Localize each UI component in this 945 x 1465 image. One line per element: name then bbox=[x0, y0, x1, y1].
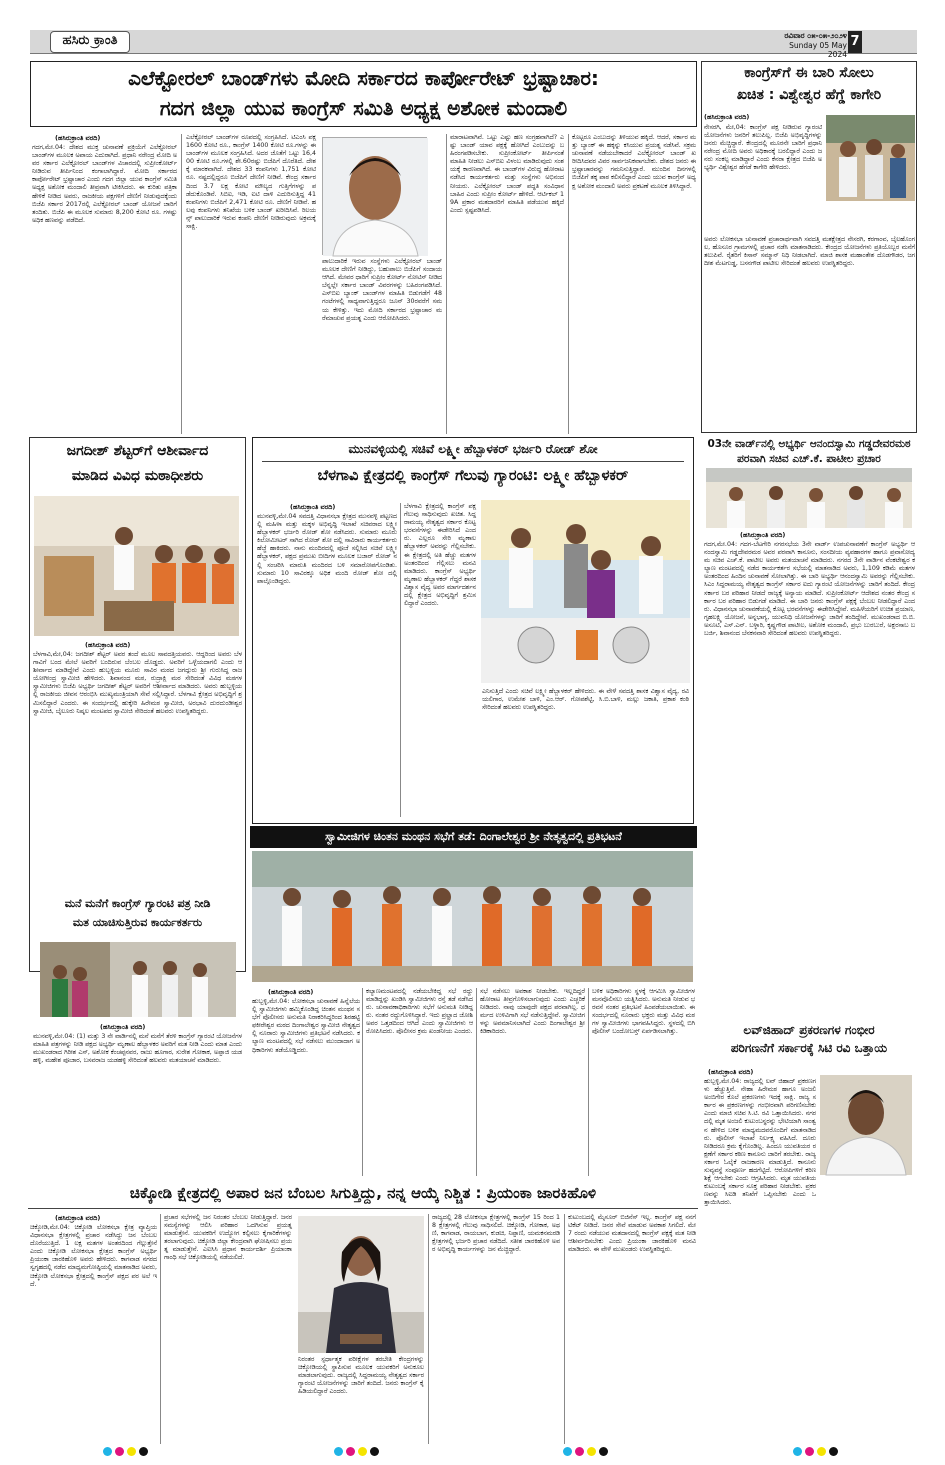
rule bbox=[28, 1208, 698, 1209]
registration-dot bbox=[115, 1447, 124, 1456]
rule bbox=[362, 988, 363, 1176]
left-low-headline-line1: ಮನೆ ಮನೆಗೆ ಕಾಂಗ್ರೆಸ್ ಗ್ಯಾರಂಟಿ ಪತ್ರ ನೀಡಿ bbox=[64, 897, 211, 910]
rule bbox=[160, 1214, 161, 1444]
right-top-body-top: ನೇಸರಗಿ, ಮೇ,04: ಕಾಂಗ್ರೆಸ್ ಪಕ್ಷ ನೀಡಿರುವ ಗ್ಯಾರಂಟಿ ಯೋಜನೆಗಳು ಜನರಿಗೆ ತಲುಪಿಲ್ಲ. ಬಿಜೆಪಿ ಅಭಿವೃದ್ಧಿಗಳನ್ನು ಜನರು ಮೆಚ್ಚಿದ್ದಾರೆ. ಕೇಂದ್ರದಲ್ಲಿ ಮೂರನೇ ಬಾರಿಗೆ ಪ್ರಧಾನಿ ನರೇಂದ್ರ ಮೋದಿ ಅವರು ಅಧಿಕಾರಕ್ಕೆ ಬರಲಿದ್ದಾರೆ ಎಂದು ಜನರು ಸಂಕಲ್ಪ ಮಾಡಿದ್ದಾರೆ ಎಂದು ಕೆನರಾ ಕ್ಷೇತ್ರದ ಬಿಜೆಪಿ ಅಭ್ಯರ್ಥಿ ವಿಶ್ವೇಶ್ವರ ಹೆಗಡೆ ಕಾಗೇರಿ ಹೇಳಿದರು. bbox=[704, 124, 822, 172]
page-number: 7 bbox=[848, 31, 862, 53]
left-mid-dateline: (ಹಸಿರುಕ್ರಾಂತಿ ವರದಿ) bbox=[85, 641, 131, 649]
left-mid-headline-line1: ಜಗದೀಶ್ ಶೆಟ್ಟರ್‌ಗೆ ಆಶೀರ್ವಾದ bbox=[66, 443, 209, 459]
left-low-body: ಮುನವಳ್ಳಿ,ಮೇ.04: (1) ಮತ್ತು 3 ನೇ ವಾರ್ಡಿನಲ್ಲಿ ಮನೆ ಮನೆಗೆ ತೆರಳಿ ಕಾಂಗ್ರೆಸ್ ಗ್ಯಾರಂಟಿ ಯೋಜನೆಗಳ ಮಾಹಿತಿ ಪತ್ರಗಳನ್ನು ನೀಡಿ ಪಕ್ಷದ ಅಭ್ಯರ್ಥಿ ಮೃಣಾಲ ಹೆಬ್ಬಾಳಕರ ಅವರಿಗೆ ಮತ ನೀಡಿ ಎಂದು ಮಾತ ಎಂದು ಮುಖಂಡರಾದ ಗಿರೀಶ ಎಸ್, ಅಶೋಕ ಕೆಂಚಪ್ಪನವರ, ರಾಜು ಹೂಗಾರ, ಸುರೇಶ ಗೋಕಾಕ, ಅಪ್ಪಾಜಿ ಯಡಹಳ್ಳಿ, ಮಹೇಶ ಪೂಜಾರ, ಬಸವರಾಜ ಯಡಹಳ್ಳಿ ಸೇರಿದಂತೆ ಹಲವರು ಮತಯಾಚನೆ ಮಾಡಿದರು. bbox=[33, 1033, 242, 1065]
registration-dot bbox=[127, 1447, 136, 1456]
right-bottom-headline-line2: ಪರಿಗಣನೆಗೆ ಸರ್ಕಾರಕ್ಕೆ ಸಿಟಿ ರವಿ ಒತ್ತಾಯ bbox=[730, 1041, 888, 1055]
registration-dot bbox=[587, 1447, 596, 1456]
swamiji-col1: ಹುಬ್ಬಳ್ಳಿ,ಮೇ.04: ಲೋಕಸಭಾ ಚುನಾವಣೆ ಹಿನ್ನೆಲೆಯಲ್ಲಿ ಸ್ವಾಮೀಜಿಗಳು ಹಮ್ಮಿಕೊಂಡಿದ್ದ ಚಿಂತನ ಮಂಥನ ಸಭೆಗೆ ಪೊಲೀಸರು ಅನುಮತಿ ನಿರಾಕರಿಸಿದ್ದರಿಂದ ಶಿರಹಟ್ಟಿ ಫಕೀರೇಶ್ವರ ಮಠದ ದಿಂಗಾಲೇಶ್ವರ ಸ್ವಾಮೀಜಿ ನೇತೃತ್ವದಲ್ಲಿ ನೂರಾರು ಸ್ವಾಮೀಜಿಗಳು ಪ್ರತಿಭಟನೆ ನಡೆಸಿದರು. ಕಲ್ಯಾಣ ಮಂಟಪದಲ್ಲಿ ಸಭೆ ನಡೆಸಲು ಮುಂದಾದಾಗ ಅಧಿಕಾರಿಗಳು ತಡೆಯೊಡ್ಡಿದರು. bbox=[252, 998, 360, 1054]
priyanka-jarkiholi-photo bbox=[298, 1216, 424, 1353]
rule bbox=[568, 134, 569, 434]
registration-dot bbox=[370, 1447, 379, 1456]
left-mid-body: ಬೆಳಗಾವಿ,ಮೇ,04: ಜಗದೀಶ್ ಶೆಟ್ಟರ್ ಅವರ ತಂದೆ ಮೂಲ ಸಾವದತ್ತಿಯವರು. ಆದ್ದರಿಂದ ಅವರು ಬೆಳಗಾವಿಗೆ ಬಂದ ಮೇಲೆ ಅವರಿಗೆ ಬಂದಿರುವ ಬೆಂಬಲ ದೊಡ್ಡದು. ಅವರಿಗೆ ಒಳ್ಳೆಯದಾಗಲಿ ಎಂದು ಆಶೀರ್ವಾದ ಮಾಡಿದ್ದೇವೆ ಎಂದು ಹುಬ್ಬಳ್ಳಿಯ ಮೂರು ಸಾವಿರ ಮಠದ ಜಗದ್ಗುರು ಶ್ರೀ ಗುರುಸಿದ್ಧ ರಾಜಯೋಗೀಂದ್ರ ಸ್ವಾಮೀಜಿ ಹೇಳಿದರು. ಶಿವಾನಂದ ಮಠ, ರುದ್ರಾಕ್ಷಿ ಮಠ ಸೇರಿದಂತೆ ವಿವಿಧ ಮಠಗಳ ಸ್ವಾಮೀಜಿಗಳು ಬಿಜೆಪಿ ಅಭ್ಯರ್ಥಿ ಜಗದೀಶ್ ಶೆಟ್ಟರ್ ಅವರಿಗೆ ಆಶೀರ್ವಾದ ಮಾಡಿದರು. ಅವರು ಹುಬ್ಬಳ್ಳಿಯಲ್ಲಿ ರಾಜಕೀಯ ಜೀವನ ಆರಂಭಿಸಿ ಮುಖ್ಯಮಂತ್ರಿಯಾಗಿ ಸೇವೆ ಸಲ್ಲಿಸಿದ್ದಾರೆ. ಬೆಳಗಾವಿ ಕ್ಷೇತ್ರದ ಅಭಿವೃದ್ಧಿಗೆ ಶ್ರಮಿಸಲಿದ್ದಾರೆ ಎಂದರು. ಈ ಸಂದರ್ಭದಲ್ಲಿ ಹುಕ್ಕೇರಿ ಹಿರೇಮಠ ಸ್ವಾಮೀಜಿ, ಅರಭಾವಿ ದುರದುಂಡೀಶ್ವರ ಸ್ವಾಮೀಜಿ, ಬೈಲೂರು ನಿಷ್ಕಲ ಮಂಟಪದ ಸ್ವಾಮೀಜಿ ಸೇರಿದಂತೆ ಹಲವರು ಉಪಸ್ಥಿತರಿದ್ದರು. bbox=[33, 651, 242, 715]
center-feature-col3: ಎನಿಸುತ್ತಿದೆ ಎಂದು ಸಚಿವೆ ಲಕ್ಷ್ಮೀ ಹೆಬ್ಬಾಳಕರ್ ಹೇಳಿದರು. ಈ ವೇಳೆ ಸವದತ್ತಿ ಶಾಸಕ ವಿಶ್ವಾಸ ವೈದ್ಯ, ರವಿ ಯಲಿಗಾರ, ಉಮೇಶ ಬಾಳಿ, ಎಂ.ಆರ್. ಗೋಪಶೆಟ್ಟಿ, ಸಿ.ಬಿ.ಬಾಳಿ, ಮಲ್ಲು ಜಕಾತಿ, ಪ್ರಕಾಶ ಕಂಠಿ ಸೇರಿದಂತೆ ಹಲವರು ಉಪಸ್ಥಿತರಿದ್ದರು. bbox=[482, 688, 689, 712]
bottom-col4: ರಾಜ್ಯದಲ್ಲಿ 28 ಲೋಕಸಭಾ ಕ್ಷೇತ್ರಗಳಲ್ಲಿ ಕಾಂಗ್ರೆಸ್ 15 ರಿಂದ 18 ಕ್ಷೇತ್ರಗಳಲ್ಲಿ ಗೆಲುವು ಸಾಧಿಸಲಿದೆ. ಚಿಕ್ಕೋಡಿ, ಗೋಕಾಕ, ಅಥಣಿ, ಕಾಗವಾಡ, ರಾಯಬಾಗ, ಕುಡಚಿ, ನಿಪ್ಪಾಣಿ, ಯಮಕನಮರಡಿ ಕ್ಷೇತ್ರಗಳಲ್ಲಿ ಭರ್ಜರಿ ಪ್ರಚಾರ ನಡೆದಿದೆ. ಸತೀಶ ಜಾರಕಿಹೊಳಿ ಅವರ ಅಭಿವೃದ್ಧಿ ಕಾರ್ಯಗಳನ್ನು ಜನ ಮೆಚ್ಚಿದ್ದಾರೆ. bbox=[432, 1214, 560, 1254]
bottom-col5: ಕುಟುಂಬದಲ್ಲಿ ಮೈಸೂರ್ ಬಿಜಿನೆಸ್ ಇಲ್ಲ. ಕಾಂಗ್ರೆಸ್ ಪಕ್ಷ ನನಗೆ ಟಿಕೆಟ್ ನೀಡಿದೆ. ಜನರ ಸೇವೆ ಮಾಡುವ ಅವಕಾಶ ಸಿಗಲಿದೆ. ಮೇ 7 ರಂದು ನಡೆಯುವ ಮತದಾನದಲ್ಲಿ ಕಾಂಗ್ರೆಸ್ ಪಕ್ಷಕ್ಕೆ ಮತ ನೀಡಿ ಆಶೀರ್ವದಿಸಬೇಕು ಎಂದು ಪ್ರಿಯಂಕಾ ಜಾರಕಿಹೊಳಿ ಮನವಿ ಮಾಡಿದರು. ಈ ವೇಳೆ ಮುಖಂಡರು ಉಪಸ್ಥಿತರಿದ್ದರು. bbox=[568, 1214, 696, 1254]
left-low-dateline: (ಹಸಿರುಕ್ರಾಂತಿ ವರದಿ) bbox=[100, 1023, 146, 1031]
left-low-headline-line2: ಮತ ಯಾಚಿಸುತ್ತಿರುವ ಕಾರ್ಯಕರ್ತರು bbox=[72, 916, 203, 929]
rule bbox=[446, 134, 447, 434]
center-feature-kicker: ಮುನವಳ್ಳಿಯಲ್ಲಿ ಸಚಿವೆ ಲಕ್ಷ್ಮೀ ಹೆಬ್ಬಾಳಕರ್ ಭರ್ಜರಿ ರೋಡ್ ಶೋ bbox=[348, 442, 598, 456]
lead-headline-line2: ಗದಗ ಜಿಲ್ಲಾ ಯುವ ಕಾಂಗ್ರೆಸ್ ಸಮಿತಿ ಅಧ್ಯಕ್ಷ ಅಶೋಕ ಮಂದಾಲಿ bbox=[159, 96, 568, 120]
rule bbox=[400, 503, 401, 817]
hk-patil-photo bbox=[706, 468, 912, 528]
rule bbox=[428, 1214, 429, 1444]
lead-dateline: (ಹಸಿರುಕ್ರಾಂತಿ ವರದಿ) bbox=[55, 134, 101, 142]
center-feature-headline: ಬೆಳಗಾವಿ ಕ್ಷೇತ್ರದಲ್ಲಿ ಕಾಂಗ್ರೆಸ್ ಗೆಲುವು ಗ್ಯಾರಂಟಿ: ಲಕ್ಷ್ಮೀ ಹೆಬ್ಬಾಳಕರ್ bbox=[317, 468, 629, 484]
registration-dot bbox=[103, 1447, 112, 1456]
bottom-col2: ಪ್ರಚಾರ ಸಭೆಗಳಲ್ಲಿ ಜನ ನಿರಂತರ ಬೆಂಬಲ ನೀಡುತ್ತಿದ್ದಾರೆ. ಜನರ ಸಮಸ್ಯೆಗಳನ್ನು ಆಲಿಸಿ ಪರಿಹಾರ ಒದಗಿಸುವ ಪ್ರಯತ್ನ ಮಾಡುತ್ತೇನೆ. ಯುವಕರಿಗೆ ಉದ್ಯೋಗ ಕಲ್ಪಿಸಲು ಕೈಗಾರಿಕೆಗಳನ್ನು ತರಲಾಗುವುದು. ಚಿಕ್ಕೋಡಿ ಜಿಲ್ಲಾ ಕೇಂದ್ರವಾಗಿ ಘೋಷಿಸಲು ಪ್ರಯತ್ನ ಮಾಡುತ್ತೇನೆ. ಎಐಸಿಸಿ ಪ್ರಧಾನ ಕಾರ್ಯದರ್ಶಿ ಪ್ರಿಯಾಂಕಾ ಗಾಂಧಿ ಸಭೆ ಚಿಕ್ಕೋಡಿಯಲ್ಲಿ ನಡೆಯಲಿದೆ. bbox=[164, 1214, 292, 1262]
left-mid-headline-line2: ಮಾಡಿದ ವಿವಿಧ ಮಠಾಧೀಶರು bbox=[71, 468, 204, 484]
right-mid-headline-line2: ಪರವಾಗಿ ಸಚಿವ ಎಚ್.ಕೆ. ಪಾಟೀಲ ಪ್ರಚಾರ bbox=[737, 453, 881, 465]
center-feature-col1: ಮುನವಳ್ಳಿ,ಮೇ.04 ಸವದತ್ತಿ ವಿಧಾನಸಭಾ ಕ್ಷೇತ್ರದ ಮುನವಳ್ಳಿ ಪಟ್ಟಣದಲ್ಲಿ ಮಹಿಳಾ ಮತ್ತು ಮಕ್ಕಳ ಅಭಿವೃದ್ಧಿ ಇಲಾಖೆ ಸಚಿವರಾದ ಲಕ್ಷ್ಮೀ ಹೆಬ್ಬಾಳಕರ್ ಭರ್ಜರಿ ರೋಡ್ ಶೋ ನಡೆಸಿದರು. ಸುಮಾರು ಮೂರು ಕಿಲೋಮೀಟರ್ ಸಾಗಿದ ರೋಡ್ ಶೋ ದಲ್ಲಿ ಸಾವಿರಾರು ಕಾರ್ಯಕರ್ತರು ಹೆಜ್ಜೆ ಹಾಕಿದರು. ನಾನು ಮಂದಿರದಲ್ಲಿ ಪೂಜೆ ಸಲ್ಲಿಸಿದ ಸಚಿವೆ ಲಕ್ಷ್ಮೀ ಹೆಬ್ಬಾಳಕರ್, ಪಕ್ಷದ ಪ್ರಮುಖ ಬೀದಿಗಳ ಮೂಲಕ ಬಜಾರ್ ರೋಡ್ ನಲ್ಲಿ ಸಂಚರಿಸಿ ಮಾರುತಿ ಮಂದಿರದ ಬಳಿ ಸಮಾರೋಪಗೊಂಡಿತು. ಸುಮಾರು 10 ಸಾವಿರಕ್ಕೂ ಅಧಿಕ ಮಂದಿ ರೋಡ್ ಶೋ ದಲ್ಲಿ ಪಾಲ್ಗೊಂಡಿದ್ದರು. bbox=[257, 513, 397, 585]
swamiji-col2: ಕಲ್ಯಾಣಮಂಟಪದಲ್ಲಿ ನಡೆಯಬೇಕಿದ್ದ ಸಭೆ ರದ್ದು ಮಾಡಿದ್ದನ್ನು ಖಂಡಿಸಿ ಸ್ವಾಮೀಜಿಗಳು ರಸ್ತೆ ತಡೆ ನಡೆಸಿದರು. ಚುನಾವಣಾಧಿಕಾರಿಗಳು ಸಭೆಗೆ ಅನುಮತಿ ನೀಡಿದ್ದರು. ನಂತರ ರದ್ದುಗೊಳಿಸಿದ್ದಾರೆ. ಇದು ಪ್ರಲ್ಹಾದ ಜೋಶಿ ಅವರ ಒತ್ತಡದಿಂದ ಆಗಿದೆ ಎಂದು ಸ್ವಾಮೀಜಿಗಳು ಆರೋಪಿಸಿದರು. ಪೊಲೀಸರ ಕ್ರಮ ಖಂಡನೀಯ ಎಂದರು. bbox=[366, 988, 473, 1036]
lead-col2: ಎಲೆಕ್ಟೋರಲ್ ಬಾಂಡ್‌ಗಳ ರೂಪದಲ್ಲಿ ಸಂಗ್ರಹಿಸಿದೆ. ಟಿಎಂಸಿ ಪಕ್ಷ 1600 ಕೋಟಿ ರೂ., ಕಾಂಗ್ರೆಸ್ 1400 ಕೋಟಿ ರೂ.ಗಳನ್ನು ಈ ಬಾಂಡ್‌ಗಳ ಮೂಲಕ ಸಂಗ್ರಹಿಸಿದೆ. ಅದರ ಜೊತೆಗೆ ಒಟ್ಟು 16,400 ಕೋಟಿ ರೂ.ಗಳಲ್ಲಿ ಶೇ.60ರಷ್ಟು ಬಿಜೆಪಿಗೆ ದೊರೆತಿದೆ. ದೇಶಕ್ಕೆ ಮಾರಕವಾಗಿದೆ. ದೇಶದ 33 ಕಂಪನಿಗಳು 1,751 ಕೋಟಿ ರೂ. ನಷ್ಟದಲ್ಲಿದ್ದರೂ ಬಿಜೆಪಿಗೆ ದೇಣಿಗೆ ನೀಡಿವೆ. ಕೇಂದ್ರ ಸರ್ಕಾರದಿಂದ 3.7 ಲಕ್ಷ ಕೋಟಿ ಮೌಲ್ಯದ ಗುತ್ತಿಗೆಗಳನ್ನು ಪಡೆದುಕೊಂಡಿವೆ. ಸಿಬಿಐ, ಇಡಿ, ಐಟಿ ದಾಳಿ ಎದುರಿಸುತ್ತಿದ್ದ 41 ಕಂಪನಿಗಳು ಬಿಜೆಪಿಗೆ 2,471 ಕೋಟಿ ರೂ. ದೇಣಿಗೆ ನೀಡಿವೆ. ಹಲವು ಕಂಪನಿಗಳು ತನಿಖೆಯ ಬಳಿಕ ಬಾಂಡ್ ಖರೀದಿಸಿವೆ. ರಿಲಯನ್ಸ್ ಪಾಲುದಾರಿಕೆ ಇರುವ ಕಂಪನಿ ದೇಣಿಗೆ ನೀಡಿರುವುದು ಅಕ್ರಮಕ್ಕೆ ಸಾಕ್ಷಿ. bbox=[186, 134, 316, 231]
center-feature-dateline: (ಹಸಿರುಕ್ರಾಂತಿ ವರದಿ) bbox=[290, 503, 336, 511]
ct-ravi-photo bbox=[820, 1075, 912, 1175]
masthead-date-english: Sunday 05 May 2024 bbox=[789, 41, 847, 59]
masthead-date-kannada: ರವಿವಾರ ೦೫-೦೫-೨೦೨೪ bbox=[784, 31, 847, 40]
right-top-headline-line2: ಖಚಿತ : ವಿಶ್ವೇಶ್ವರ ಹೆಗ್ಡೆ ಕಾಗೇರಿ bbox=[736, 87, 882, 103]
registration-dot bbox=[358, 1447, 367, 1456]
masthead-name: ಹಸಿರು ಕ್ರಾಂತಿ bbox=[62, 33, 118, 48]
kageri-photo bbox=[826, 115, 915, 201]
right-top-body-bottom: ಅವರು ಲೋಕಸಭಾ ಚುನಾವಣೆ ಪ್ರಚಾರಾರ್ಥವಾಗಿ ಸವದತ್ತಿ ಮತಕ್ಷೇತ್ರದ ನೇಸರಗಿ, ಕರಗಾಂವ, ಬೈಲಹೊಂಗಲ, ಹೊಸೂರ ಗ್ರಾಮಗಳಲ್ಲಿ ಪ್ರಚಾರ ನಡೆಸಿ ಮಾತನಾಡಿದರು. ಕೇಂದ್ರದ ಯೋಜನೆಗಳು ಪ್ರತಿಯೊಬ್ಬರ ಮನೆಗೆ ತಲುಪಿವೆ. ರೈತರಿಗೆ ಕಿಸಾನ್ ಸಮ್ಮಾನ್ ನಿಧಿ ನೀಡಲಾಗಿದೆ. ಮಾಜಿ ಶಾಸಕ ಮಹಾಂತೇಶ ದೊಡಗೌಡರ, ಜಗದೀಶ ಮೆಟಗುಡ್ಡ, ಬಸನಗೌಡ ಪಾಟೀಲ ಸೇರಿದಂತೆ ಹಲವರು ಉಪಸ್ಥಿತರಿದ್ದರು. bbox=[704, 236, 915, 268]
lead-col4: ಮಾರಾಟವಾಗಿವೆ. ಒಟ್ಟು ಎಷ್ಟು ಹಣ ಸಂಗ್ರಹವಾಗಿದೆ? ಎಷ್ಟು ಬಾಂಡ್ ಯಾವ ಪಕ್ಷಕ್ಕೆ ಹೋಗಿದೆ ಎಂಬುದನ್ನು ಬಹಿರಂಗಪಡಿಸಬೇಕು. ಸುಪ್ರೀಂಕೋರ್ಟ್ ತೀರ್ಪಿನಂತೆ ಮಾಹಿತಿ ನೀಡಲು ಎಸ್‌ಬಿಐ ವಿಳಂಬ ಮಾಡಿರುವುದು ಸಂಶಯಕ್ಕೆ ಕಾರಣವಾಗಿದೆ. ಈ ಬಾಂಡ್‌ಗಳ ವಿರುದ್ಧ ಹೋರಾಟ ನಡೆಸಿದ ಕಾರ್ಯಕರ್ತರು ಮತ್ತು ಸಂಸ್ಥೆಗಳು ಅಭಿನಂದನೀಯರು. ಎಲೆಕ್ಟೋರಲ್ ಬಾಂಡ್ ಪದ್ಧತಿ ಸಂವಿಧಾನ ಬಾಹಿರ ಎಂದು ಸುಪ್ರೀಂ ಕೋರ್ಟ್ ಹೇಳಿದೆ. ಆರ್ಟಿಕಲ್ 19A ಪ್ರಕಾರ ಮತದಾರರಿಗೆ ಮಾಹಿತಿ ಪಡೆಯುವ ಹಕ್ಕಿದೆ ಎಂದು ಸ್ಪಷ್ಟಪಡಿಸಿದೆ. bbox=[450, 134, 564, 214]
right-mid-dateline: (ಹಸಿರುಕ್ರಾಂತಿ ವರದಿ) bbox=[740, 531, 786, 539]
bottom-col1: ಚಿಕ್ಕೋಡಿ,ಮೇ.04: ಚಿಕ್ಕೋಡಿ ಲೋಕಸಭಾ ಕ್ಷೇತ್ರ ವ್ಯಾಪ್ತಿಯ ವಿಧಾನಸಭಾ ಕ್ಷೇತ್ರಗಳಲ್ಲಿ ಪ್ರಚಾರ ನಡೆಸಿದ್ದು ಜನ ಬೆಂಬಲ ದೊರೆಯುತ್ತಿದೆ. 1 ಲಕ್ಷ ಮತಗಳ ಅಂತರದಿಂದ ಗೆಲ್ಲುತ್ತೇನೆ ಎಂದು ಚಿಕ್ಕೋಡಿ ಲೋಕಸಭಾ ಕ್ಷೇತ್ರದ ಕಾಂಗ್ರೆಸ್ ಅಭ್ಯರ್ಥಿ ಪ್ರಿಯಂಕಾ ಜಾರಕಿಹೊಳಿ ಅವರು ಹೇಳಿದರು. ಕಾಗವಾಡ ನಗರದ ಸ್ವಗೃಹದಲ್ಲಿ ನಡೆದ ಮಾಧ್ಯಮಗೋಷ್ಠಿಯಲ್ಲಿ ಮಾತನಾಡಿದ ಅವರು, ಚಿಕ್ಕೋಡಿ ಲೋಕಸಭಾ ಕ್ಷೇತ್ರದಲ್ಲಿ ಕಾಂಗ್ರೆಸ್ ಪಕ್ಷದ ಪರ ಅಲೆ ಇದೆ. bbox=[30, 1224, 157, 1288]
registration-dot bbox=[829, 1447, 838, 1456]
right-bottom-headline-line1: ಲವ್‌ಜಿಹಾದ್ ಪ್ರಕರಣಗಳ ಗಂಭೀರ bbox=[743, 1023, 875, 1037]
right-mid-body: ಗದಗ,ಮೇ.04: ಗದಗ-ಬೆಟಗೇರಿ ನಗರಸಭೆಯ 3ನೇ ವಾರ್ಡ್ ಉಪಚುನಾವಣೆಗೆ ಕಾಂಗ್ರೆಸ್ ಅಭ್ಯರ್ಥಿ ಆನಂದಸ್ವಾಮಿ ಗಡ್ಡದೇವರಮಠ ಅವರ ಪರವಾಗಿ ಕಾನೂನು, ಸಂಸದೀಯ ವ್ಯವಹಾರಗಳ ಹಾಗೂ ಪ್ರವಾಸೋದ್ಯಮ ಸಚಿವ ಎಚ್.ಕೆ. ಪಾಟೀಲ ಅವರು ಮತಯಾಚನೆ ಮಾಡಿದರು. ನಗರದ 3ನೇ ವಾರ್ಡಿನ ವೆಂಕಟೇಶ್ವರ ಕಲ್ಯಾಣ ಮಂಟಪದಲ್ಲಿ ನಡೆದ ಕಾರ್ಯಕರ್ತರ ಸಭೆಯಲ್ಲಿ ಮಾತನಾಡಿದ ಅವರು, 1,109 ಕಡಿಮೆ ಮತಗಳ ಅಂತರದಿಂದ ಹಿಂದಿನ ಚುನಾವಣೆ ಸೋಲಾಗಿತ್ತು. ಈ ಬಾರಿ ಅಭ್ಯರ್ಥಿ ಆನಂದಸ್ವಾಮಿ ಅವರನ್ನು ಗೆಲ್ಲಿಸಬೇಕು. ಸಿಎಂ ಸಿದ್ದರಾಮಯ್ಯ ನೇತೃತ್ವದ ಕಾಂಗ್ರೆಸ್ ಸರ್ಕಾರ ಐದು ಗ್ಯಾರಂಟಿ ಯೋಜನೆಗಳನ್ನು ಜಾರಿಗೆ ತಂದಿದೆ. ಕೇಂದ್ರ ಸರ್ಕಾರ ಬರ ಪರಿಹಾರ ನೀಡದೆ ರಾಜ್ಯಕ್ಕೆ ಅನ್ಯಾಯ ಮಾಡಿದೆ. ಸುಪ್ರೀಂಕೋರ್ಟ್ ಆದೇಶದ ನಂತರ ಕೇಂದ್ರ ಸರ್ಕಾರ ಬರ ಪರಿಹಾರ ಬಿಡುಗಡೆ ಮಾಡಿದೆ. ಈ ಬಾರಿ ಜನರು ಕಾಂಗ್ರೆಸ್ ಪಕ್ಷಕ್ಕೆ ಬೆಂಬಲ ನೀಡಲಿದ್ದಾರೆ ಎಂದರು. ವಿಧಾನಸಭಾ ಚುನಾವಣೆಯಲ್ಲಿ ಕೊಟ್ಟ ಭರವಸೆಗಳನ್ನು ಈಡೇರಿಸಿದ್ದೇವೆ. ಮಹಿಳೆಯರಿಗೆ ಉಚಿತ ಪ್ರಯಾಣ, ಗೃಹಲಕ್ಷ್ಮಿ ಯೋಜನೆ, ಅನ್ನಭಾಗ್ಯ, ಯುವನಿಧಿ ಯೋಜನೆಗಳನ್ನು ಜಾರಿಗೆ ತಂದಿದ್ದೇವೆ. ಮುಖಂಡರಾದ ಬಿ.ಬಿ. ಅಸೂಟಿ, ಎಸ್.ಎನ್. ಬಳ್ಳಾರಿ, ಕೃಷ್ಣಗೌಡ ಪಾಟೀಲ, ಅಶೋಕ ಮಂದಾಲಿ, ಪ್ರಭು ಬುರಬುರೆ, ಅಕ್ಬರಸಾಬ ಬಬರ್ಜಿ, ಶಿವಾನಂದ ಬೆನಕನವಾರಿ ಸೇರಿದಂತೆ ಹಲವರು ಉಪಸ್ಥಿತರಿದ್ದರು. bbox=[704, 541, 916, 638]
rule bbox=[564, 1214, 565, 1444]
registration-dot bbox=[805, 1447, 814, 1456]
bottom-dateline: (ಹಸಿರುಕ್ರಾಂತಿ ವರದಿ) bbox=[55, 1214, 101, 1222]
swamiji-col4: ಬಳಿಕ ಅಧಿಕಾರಿಗಳು ಸ್ಥಳಕ್ಕೆ ಆಗಮಿಸಿ ಸ್ವಾಮೀಜಿಗಳ ಮನವೊಲಿಸಲು ಯತ್ನಿಸಿದರು. ಅನುಮತಿ ನೀಡುವ ಭರವಸೆ ನಂತರ ಪ್ರತಿಭಟನೆ ಹಿಂಪಡೆಯಲಾಯಿತು. ಈ ಸಂದರ್ಭದಲ್ಲಿ ನೂರಾರು ಭಕ್ತರು ಮತ್ತು ವಿವಿಧ ಮಠಗಳ ಸ್ವಾಮೀಜಿಗಳು ಭಾಗವಹಿಸಿದ್ದರು. ಸ್ಥಳದಲ್ಲಿ ಬಿಗಿ ಪೊಲೀಸ್ ಬಂದೋಬಸ್ತ್ ಏರ್ಪಡಿಸಲಾಗಿತ್ತು. bbox=[592, 988, 695, 1036]
registration-dot bbox=[575, 1447, 584, 1456]
swamiji-col3: ಸಭೆ ನಡೆಸಲು ಅವಕಾಶ ನೀಡಬೇಕು. ಇಲ್ಲದಿದ್ದರೆ ಹೋರಾಟ ತೀವ್ರಗೊಳಿಸಲಾಗುವುದು ಎಂದು ಎಚ್ಚರಿಕೆ ನೀಡಿದರು. ನಾವು ಯಾವುದೇ ಪಕ್ಷದ ಪರವಾಗಿಲ್ಲ. ಧರ್ಮದ ಉಳಿವಿಗಾಗಿ ಸಭೆ ನಡೆಸುತ್ತಿದ್ದೇವೆ. ಸ್ವಾಮೀಜಿಗಳನ್ನು ಅವಮಾನಿಸಲಾಗಿದೆ ಎಂದು ದಿಂಗಾಲೇಶ್ವರ ಶ್ರೀ ಕಿಡಿಕಾರಿದರು. bbox=[480, 988, 585, 1036]
right-bottom-body-cont bbox=[704, 1180, 915, 1442]
right-bottom-body: ಹುಬ್ಬಳ್ಳಿ,ಮೇ.04: ರಾಜ್ಯದಲ್ಲಿ ಲವ್ ಜಿಹಾದ್ ಪ್ರಕರಣಗಳು ಹೆಚ್ಚುತ್ತಿವೆ. ನೇಹಾ ಹಿರೇಮಠ ಹಾಗೂ ಅಂಜಲಿ ಅಂಬಿಗೇರ ಕೊಲೆ ಪ್ರಕರಣಗಳು ಇದಕ್ಕೆ ಸಾಕ್ಷಿ. ರಾಜ್ಯ ಸರ್ಕಾರ ಈ ಪ್ರಕರಣಗಳನ್ನು ಗಂಭೀರವಾಗಿ ಪರಿಗಣಿಸಬೇಕು ಎಂದು ಮಾಜಿ ಸಚಿವ ಸಿ.ಟಿ. ರವಿ ಒತ್ತಾಯಿಸಿದರು. ನಗರದಲ್ಲಿ ಮೃತ ಅಂಜಲಿ ಕುಟುಂಬಸ್ಥರನ್ನು ಭೇಟಿಯಾಗಿ ಸಾಂತ್ವನ ಹೇಳಿದ ಬಳಿಕ ಮಾಧ್ಯಮದವರೊಂದಿಗೆ ಮಾತನಾಡಿದರು. ಪೊಲೀಸ್ ಇಲಾಖೆ ನಿರ್ಲಕ್ಷ್ಯ ವಹಿಸಿದೆ. ದೂರು ನೀಡಿದರೂ ಕ್ರಮ ಕೈಗೊಂಡಿಲ್ಲ. ಹಿಂದೂ ಯುವತಿಯರ ರಕ್ಷಣೆಗೆ ಸರ್ಕಾರ ಕಠಿಣ ಕಾನೂನು ಜಾರಿಗೆ ತರಬೇಕು. ರಾಜ್ಯ ಸರ್ಕಾರ ಓಲೈಕೆ ರಾಜಕಾರಣ ಮಾಡುತ್ತಿದೆ. ಕಾನೂನು ಸುವ್ಯವಸ್ಥೆ ಸಂಪೂರ್ಣ ಹದಗೆಟ್ಟಿದೆ. ಆರೋಪಿಗಳಿಗೆ ಕಠಿಣ ಶಿಕ್ಷೆ ಆಗಬೇಕು ಎಂದು ಆಗ್ರಹಿಸಿದರು. ಮೃತ ಯುವತಿಯ ಕುಟುಂಬಕ್ಕೆ ಸರ್ಕಾರ ಸೂಕ್ತ ಪರಿಹಾರ ನೀಡಬೇಕು. ಪ್ರಕರಣವನ್ನು ಸಿಐಡಿ ತನಿಖೆಗೆ ಒಪ್ಪಿಸಬೇಕು ಎಂದು ಒತ್ತಾಯಿಸಿದರು. bbox=[704, 1078, 816, 1207]
swamiji-headline: ಸ್ವಾಮೀಜಿಗಳ ಚಿಂತನ ಮಂಥನ ಸಭೆಗೆ ತಡೆ: ದಿಂಗಾಲೇಶ್ವರ ಶ್ರೀ ನೇತೃತ್ವದಲ್ಲಿ ಪ್ರತಿಭಟನೆ bbox=[325, 830, 622, 843]
ashok-mandali-photo bbox=[322, 137, 427, 255]
shettar-blessing-photo bbox=[34, 496, 239, 636]
swamiji-protest-photo bbox=[252, 851, 693, 982]
rule bbox=[181, 134, 182, 434]
campaign-door-photo bbox=[40, 942, 236, 1017]
bottom-col3: ನಿರಂತರ ಸ್ಪರ್ಧಾತ್ಮಕ ಪರೀಕ್ಷೆಗಳ ತರಬೇತಿ ಕೇಂದ್ರಗಳನ್ನು ಚಿಕ್ಕೋಡಿಯಲ್ಲಿ ಸ್ಥಾಪಿಸುವ ಮೂಲಕ ಯುವಕರಿಗೆ ಅನುಕೂಲ ಮಾಡಲಾಗುವುದು. ರಾಜ್ಯದಲ್ಲಿ ಸಿದ್ದರಾಮಯ್ಯ ನೇತೃತ್ವದ ಸರ್ಕಾರ ಗ್ಯಾರಂಟಿ ಯೋಜನೆಗಳನ್ನು ಜಾರಿಗೆ ತಂದಿದೆ. ಜನರು ಕಾಂಗ್ರೆಸ್ ಕೈ ಹಿಡಿಯಲಿದ್ದಾರೆ ಎಂದರು. bbox=[298, 1356, 424, 1396]
lead-col1: ಗದಗ,ಮೇ.04: ದೇಶದ ಮುಕ್ತ ಚುನಾವಣೆ ಪ್ರಕ್ರಿಯೆಗೆ ಎಲೆಕ್ಟೋರಲ್ ಬಾಂಡ್‌ಗಳ ಮೂಲಕ ಅಪಾಯ ಎದುರಾಗಿದೆ. ಪ್ರಧಾನಿ ನರೇಂದ್ರ ಮೋದಿ ಅವರ ಸರ್ಕಾರ ಎಲೆಕ್ಟೋರಲ್ ಬಾಂಡ್‌ಗಳ ವಿಚಾರದಲ್ಲಿ ಸುಪ್ರೀಂಕೋರ್ಟ್ ನೀಡಿರುವ ತೀರ್ಪಿನಿಂದ ಕಂಗಾಲಾಗಿದ್ದಾರೆ. ಮೋದಿ ಸರ್ಕಾರದ ಕಾರ್ಪೋರೇಟ್ ಭ್ರಷ್ಟಾಚಾರ ಎಂದು ಗದಗ ಜಿಲ್ಲಾ ಯುವ ಕಾಂಗ್ರೆಸ್ ಸಮಿತಿ ಅಧ್ಯಕ್ಷ ಅಶೋಕ ಮಂದಾಲಿ ತೀವ್ರವಾಗಿ ಟೀಕಿಸಿದರು. ಈ ಕುರಿತು ಪತ್ರಿಕಾ ಹೇಳಿಕೆ ನೀಡಿದ ಅವರು, ರಾಜಕೀಯ ಪಕ್ಷಗಳಿಗೆ ದೇಣಿಗೆ ನೀಡುವುದಕ್ಕೆಂದು ಬಿಜೆಪಿ ಸರ್ಕಾರ 2017ರಲ್ಲಿ ಎಲೆಕ್ಟೋರಲ್ ಬಾಂಡ್ ಯೋಜನೆ ಜಾರಿಗೆ ತಂದಿತು. ಬಿಜೆಪಿ ಈ ಮೂಲಕ ಸುಮಾರು 8,200 ಕೋಟಿ ರೂ. ಗಳಷ್ಟು ಅಧಿಕ ಹಣವನ್ನು ಪಡೆದಿದೆ. bbox=[32, 144, 177, 224]
registration-dot bbox=[346, 1447, 355, 1456]
registration-dot bbox=[334, 1447, 343, 1456]
lead-col5: ಕೊಟ್ಟರೂ ಎಂಬುದನ್ನು ತಿಳಿಯುವ ಹಕ್ಕಿದೆ. ಆದರೆ, ಸರ್ಕಾರ ಮತ್ತು ಬ್ಯಾಂಕ್ ಈ ಹಕ್ಕನ್ನು ಕಸಿಯುವ ಪ್ರಯತ್ನ ನಡೆಸಿವೆ. ಸಕ್ರಮ ಚುನಾವಣೆ ನಡೆಯಬೇಕಾದರೆ ಎಲೆಕ್ಟೋರಲ್ ಬಾಂಡ್ ಖರೀದಿಸಿದವರ ವಿವರ ಸಾರ್ವಜನಿಕವಾಗಬೇಕು. ದೇಶದ ಜನರು ಈ ಭ್ರಷ್ಟಾಚಾರವನ್ನು ಗಮನಿಸುತ್ತಿದ್ದಾರೆ. ಮುಂದಿನ ದಿನಗಳಲ್ಲಿ ಬಿಜೆಪಿಗೆ ತಕ್ಕ ಪಾಠ ಕಲಿಸಲಿದ್ದಾರೆ ಎಂದು ಯುವ ಕಾಂಗ್ರೆಸ್ ಅಧ್ಯಕ್ಷ ಅಶೋಕ ಮಂದಾಲಿ ಅವರು ಪ್ರಕಟಣೆ ಮೂಲಕ ತಿಳಿಸಿದ್ದಾರೆ. bbox=[572, 134, 696, 190]
right-mid-headline-line1: 03ನೇ ವಾರ್ಡ್‌ನಲ್ಲಿ ಅಭ್ಯರ್ಥಿ ಆನಂದಸ್ವಾಮಿ ಗಡ್ಡದೇವರಮಠ bbox=[707, 438, 911, 450]
lead-headline-line1: ಎಲೆಕ್ಟೋರಲ್ ಬಾಂಡ್‌ಗಳು ಮೋದಿ ಸರ್ಕಾರದ ಕಾರ್ಪೋರೇಟ್ ಭ್ರಷ್ಟಾಚಾರ: bbox=[128, 66, 599, 90]
right-top-dateline: (ಹಸಿರುಕ್ರಾಂತಿ ವರದಿ) bbox=[704, 113, 750, 121]
hebbalkar-roadshow-photo bbox=[481, 500, 690, 683]
swamiji-dateline: (ಹಸಿರುಕ್ರಾಂತಿ ವರದಿ) bbox=[268, 988, 314, 996]
bottom-headline: ಚಿಕ್ಕೋಡಿ ಕ್ಷೇತ್ರದಲ್ಲಿ ಅಪಾರ ಜನ ಬೆಂಬಲ ಸಿಗುತ್ತಿದ್ದು, ನನ್ನ ಆಯ್ಕೆ ನಿಶ್ಚಿತ : ಪ್ರಿಯಂಕಾ ಜಾರಕಿಹೊಳಿ bbox=[129, 1184, 597, 1202]
center-feature-col2: ಬೆಳಗಾವಿ ಕ್ಷೇತ್ರದಲ್ಲಿ ಕಾಂಗ್ರೆಸ್ ಪಕ್ಷ ಗೆಲುವು ಸಾಧಿಸುವುದು ಖಚಿತ. ಸಿದ್ದರಾಮಯ್ಯ ನೇತೃತ್ವದ ಸರ್ಕಾರ ಕೊಟ್ಟ ಭರವಸೆಗಳನ್ನು ಈಡೇರಿಸಿದೆ ಎಂದರು. ಎಲ್ಲರೂ ಸೇರಿ ಮೃಣಾಲ ಹೆಬ್ಬಾಳಕರ್ ಅವರನ್ನು ಗೆಲ್ಲಿಸಬೇಕು. ಈ ಕ್ಷೇತ್ರದಲ್ಲಿ ಅತಿ ಹೆಚ್ಚು ಮತಗಳ ಅಂತರದಿಂದ ಗೆಲ್ಲಿಸಲು ಮನವಿ ಮಾಡಿದರು. ಕಾಂಗ್ರೆಸ್ ಅಭ್ಯರ್ಥಿ ಮೃಣಾಲ ಹೆಬ್ಬಾಳಕರ್ ಗೆದ್ದರೆ ಶಾಸಕ ವಿಶ್ವಾಸ ವೈದ್ಯ ಅವರ ಮಾರ್ಗದರ್ಶನದಲ್ಲಿ ಕ್ಷೇತ್ರದ ಅಭಿವೃದ್ಧಿಗೆ ಶ್ರಮಿಸಲಿದ್ದಾರೆ ಎಂದರು. bbox=[404, 503, 476, 608]
registration-dot bbox=[793, 1447, 802, 1456]
right-top-headline-line1: ಕಾಂಗ್ರೆಸ್‌ಗೆ ಈ ಬಾರಿ ಸೋಲು bbox=[744, 65, 874, 81]
registration-dot bbox=[817, 1447, 826, 1456]
registration-dot bbox=[139, 1447, 148, 1456]
rule bbox=[588, 988, 589, 1176]
registration-dot bbox=[563, 1447, 572, 1456]
registration-dot bbox=[599, 1447, 608, 1456]
lead-col3: ಪಾಲುದಾರಿಕೆ ಇರುವ ಸಂಸ್ಥೆಗಳು ಎಲೆಕ್ಟೋರಲ್ ಬಾಂಡ್ ಮೂಲಕ ದೇಣಿಗೆ ನೀಡಿದ್ದು, ಬಹುಪಾಲು ಬಿಜೆಪಿಗೆ ಸಂದಾಯ ಆಗಿದೆ. ಮೇವರ ಧಾರಿಗೆ ಸುಪ್ರೀಂ ಕೋರ್ಟ್ ನೋಟಿಸ್ ನೀಡಿದ ಬೆನ್ನಲ್ಲೇ ಸರ್ಕಾರ ಬಾಂಡ್ ವಿವರಗಳನ್ನು ಬಹಿರಂಗಪಡಿಸಿದೆ. ಎಸ್‌ಬಿಐ ಬ್ಯಾಂಕ್ ಬಾಂಡ್‌ಗಳ ಮಾಹಿತಿ ಬಿಡುಗಡೆಗೆ 48 ಗಂಟೆಗಳಲ್ಲಿ ಸಾಧ್ಯವಾಗುತ್ತಿದ್ದರೂ ಜೂನ್ 30ರವರೆಗೆ ಸಮಯ ಕೇಳಿತ್ತು. ಇದು ಮೋದಿ ಸರ್ಕಾರದ ಭ್ರಷ್ಟಾಚಾರ ಮರೆಮಾಚುವ ಪ್ರಯತ್ನ ಎಂದು ಆರೋಪಿಸಿದರು. bbox=[322, 258, 442, 322]
rule bbox=[262, 461, 684, 462]
right-bottom-dateline: (ಹಸಿರುಕ್ರಾಂತಿ ವರದಿ) bbox=[708, 1068, 754, 1076]
rule bbox=[476, 988, 477, 1176]
